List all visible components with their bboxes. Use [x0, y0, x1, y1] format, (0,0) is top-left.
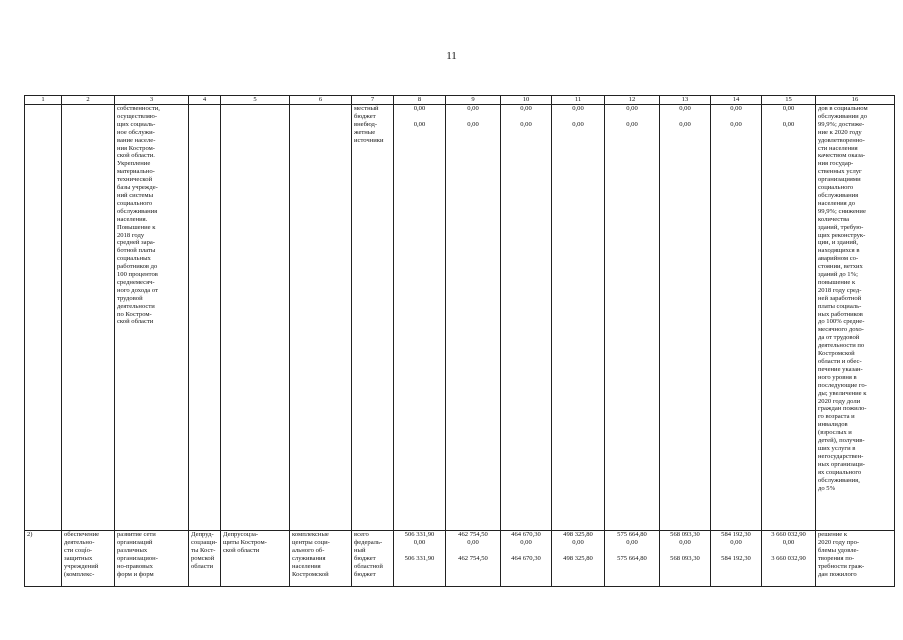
header-cell: 16: [816, 96, 895, 105]
table-row: [25, 531, 895, 587]
header-cell: 9: [446, 96, 501, 105]
row2-funding-sources: всего федераль- ный бюджет областной бюджет: [352, 531, 394, 587]
row1-value-col10: 0,00 0,00: [501, 105, 552, 531]
row1-col6-empty: [290, 105, 352, 531]
row1-value-col9: 0,00 0,00: [446, 105, 501, 531]
row2-participants-text: комплексные центры соци- ального об- служивания населения Костромской: [290, 531, 352, 587]
row2-executor-text: Депруд- соцзащи- ты Кост- ромской области: [189, 531, 221, 587]
header-cell: 11: [552, 96, 605, 105]
row1-col2-empty: [62, 105, 115, 531]
header-cell: 2: [62, 96, 115, 105]
header-cell: 13: [660, 96, 711, 105]
row2-value-col15: 3 660 032,90 0,00 3 660 032,90: [762, 531, 816, 587]
header-cell: 15: [762, 96, 816, 105]
header-cell: 4: [189, 96, 221, 105]
row1-value-col13: 0,00 0,00: [660, 105, 711, 531]
row2-value-col8: 506 331,90 0,00 506 331,90: [394, 531, 446, 587]
row1-expected-results: дов в социальном обслуживании до 99,9%; достиже- ние к 2020 году удовлетворенно- сти населения качеством оказа- ния государ- ственных услуг организациями социального обслуживания населения до 99,9%; снижение количества зданий, требую- щих реконструк- ции, и зданий, находящихся в аварийном со- стоянии, ветхих зданий до 1%; повышение к 2018 году сред- ней заработной платы социаль- ных работников до 100% средне- месячного дохо- да от трудовой деятельности по Костромской области и обес- печение указан- ного уровня в последующие го- ды; увеличение к 2020 году доли граждан пожило- го возраста и инвалидов (взрослых и детей), получив- ших услуги в негосударствен- ных организаци- ях социального обслуживания, до 5%: [816, 105, 895, 531]
row1-value-col14: 0,00 0,00: [711, 105, 762, 531]
header-cell: 7: [352, 96, 394, 105]
row2-coexecutor-text: Депрусоцза- щиты Костром- ской области: [221, 531, 290, 587]
row2-task-text: обеспечение деятельно- сти соцío- защитных учреждений (комплекс-: [62, 531, 115, 587]
row1-col5-empty: [221, 105, 290, 531]
header-cell: 12: [605, 96, 660, 105]
program-table: [24, 95, 895, 587]
header-cell: 6: [290, 96, 352, 105]
header-cell: 14: [711, 96, 762, 105]
header-cell: 5: [221, 96, 290, 105]
header-cell: 3: [115, 96, 189, 105]
header-cell: 10: [501, 96, 552, 105]
header-cell: 1: [25, 96, 62, 105]
row2-expected-results: решение к 2020 году про- блемы удовле- творения по- требности граж- дан пожилого: [816, 531, 895, 587]
header-row: [25, 96, 895, 105]
row1-value-col12: 0,00 0,00: [605, 105, 660, 531]
row2-value-col14: 584 192,30 0,00 584 192,30: [711, 531, 762, 587]
row1-col4-empty: [189, 105, 221, 531]
header-cell: 8: [394, 96, 446, 105]
row1-activity-text: собственности, осуществляю- щих социаль- ное обслужи- вание населе- ния Костром- ской области. Укрепление материально- технической базы учрежде- ний системы социального обслуживания населения. Повышение к 2018 году средней зара- ботной платы социальных работников до 100 процентов среднемесяч- ного дохода от трудовой деятельности по Костром- ской области: [115, 105, 189, 531]
row2-number: 2): [25, 531, 62, 587]
row1-funding-sources: местный бюджет внебюд- жетные источники: [352, 105, 394, 531]
row2-value-col9: 462 754,50 0,00 462 754,50: [446, 531, 501, 587]
row2-value-col12: 575 664,80 0,00 575 664,80: [605, 531, 660, 587]
table-row: [25, 105, 895, 531]
row2-value-col11: 498 325,80 0,00 498 325,80: [552, 531, 605, 587]
row1-col1-empty: [25, 105, 62, 531]
row2-activity-text: развитие сети организаций различных организацион- но-правовых форм и форм: [115, 531, 189, 587]
row1-value-col8: 0,00 0,00: [394, 105, 446, 531]
page-number: 11: [446, 50, 457, 62]
row2-value-col10: 464 670,30 0,00 464 670,30: [501, 531, 552, 587]
row1-value-col11: 0,00 0,00: [552, 105, 605, 531]
row1-value-col15: 0,00 0,00: [762, 105, 816, 531]
row2-value-col13: 568 093,30 0,00 568 093,30: [660, 531, 711, 587]
